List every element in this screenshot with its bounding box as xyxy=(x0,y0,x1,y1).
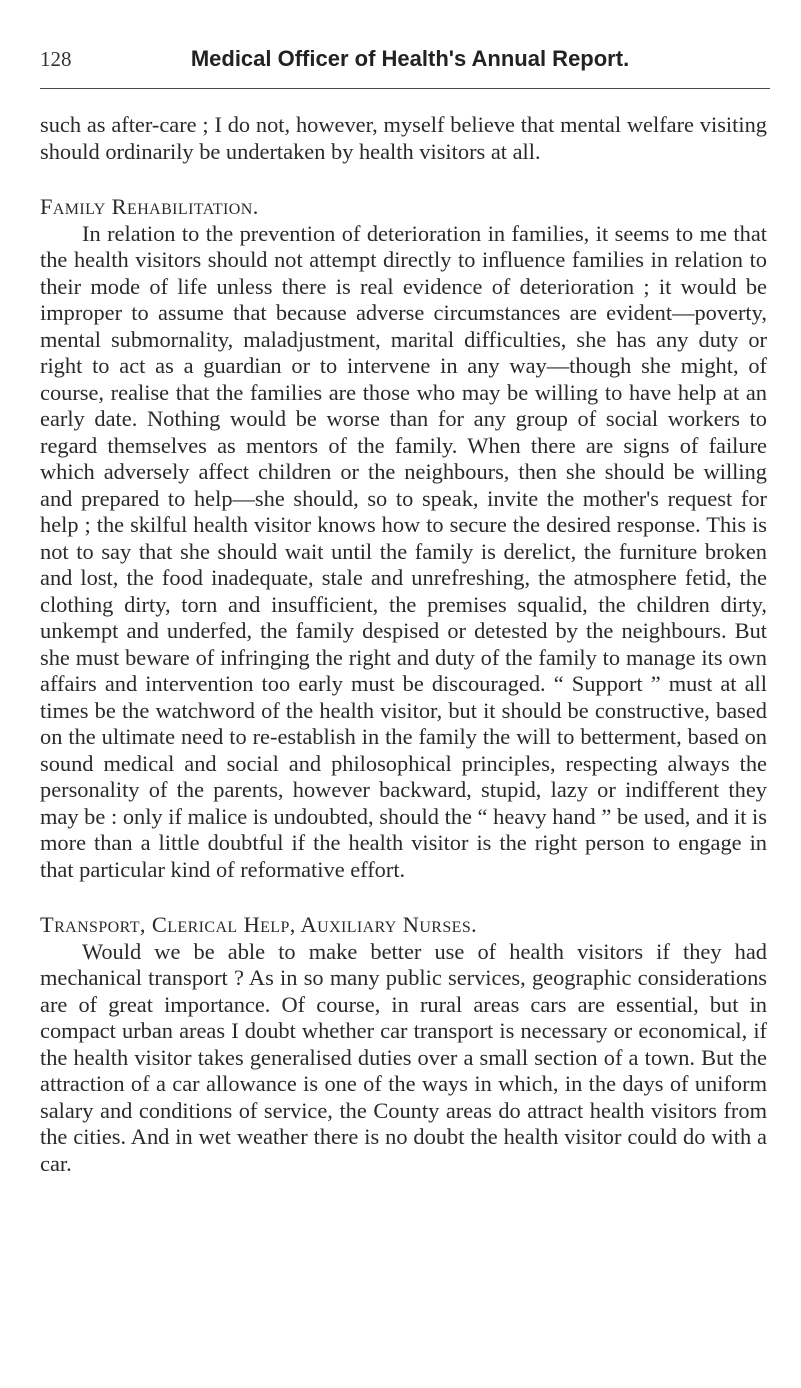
section-heading-family-rehabilitation: Family Rehabilitation. xyxy=(40,194,259,219)
page-header xyxy=(40,46,770,86)
family-rehabilitation-paragraph: In relation to the prevention of deterioration in families, it seems to me that the health visitors should not attempt directly to influence families in relation to their mode of life unless there is real evidence of deterioration ; it would be improper to assume that because adverse circumstances are evident—poverty, mental submornality, maladjustment, marital difficulties, she has any duty or right to act as a guardian or to intervene in any way—though she might, of course, realise that the families are those who may be willing to have help at an early date. Nothing would be worse than for any group of social workers to regard themselves as mentors of the family. When there are signs of failure which adversely affect children or the neighbours, then she should be willing and prepared to help—she should, so to speak, invite the mother's request for help ; the skilful health visitor knows how to secure the desired response. This is not to say that she should wait until the family is derelict, the furniture broken and lost, the food inadequate, stale and unrefreshing, the atmosphere fetid, the clothing dirty, torn and insufficient, the premises squalid, the children dirty, unkempt and underfed, the family despised or detested by the neighbours. But she must beware of infringing the right and duty of the family to manage its own affairs and intervention too early must be discouraged. “ Support ” must at all times be the watchword of the health visitor, but it should be constructive, based on the ultimate need to re-establish in the family the will to betterment, based on sound medical and social and philosophical principles, respecting always the personality of the parents, however backward, stupid, lazy or indifferent they may be : only if malice is undoubted, should the “ heavy hand ” be used, and it is more than a little doubtful if the health visitor is the right person to engage in that particular kind of reformative effort. xyxy=(40,220,767,882)
body-text xyxy=(40,112,767,1177)
spacer xyxy=(40,883,767,912)
running-title: Medical Officer of Health's Annual Report. xyxy=(190,46,630,71)
transport-paragraph: Would we be able to make better use of health visitors if they had mechanical transport ? As in so many public services, geographic considerations are of great importance. Of course, in rural areas cars are essential, but in compact urban areas I doubt whether car transport is necessary or economical, if the health visitor takes generalised duties over a small section of a town. But the attraction of a car allowance is one of the ways in which, in the days of uniform salary and conditions of service, the County areas do attract health visitors from the cities. And in wet weather there is no doubt the health visitor could do with a car. xyxy=(40,938,767,1176)
intro-paragraph: such as after-care ; I do not, however, myself believe that mental welfare visiting should ordinarily be undertaken by health visitors at all. xyxy=(40,112,767,164)
spacer xyxy=(40,165,767,194)
section-heading-transport: Transport, Clerical Help, Auxiliary Nurses. xyxy=(40,912,478,937)
page-number: 128 xyxy=(40,47,72,71)
header-rule xyxy=(40,88,770,89)
